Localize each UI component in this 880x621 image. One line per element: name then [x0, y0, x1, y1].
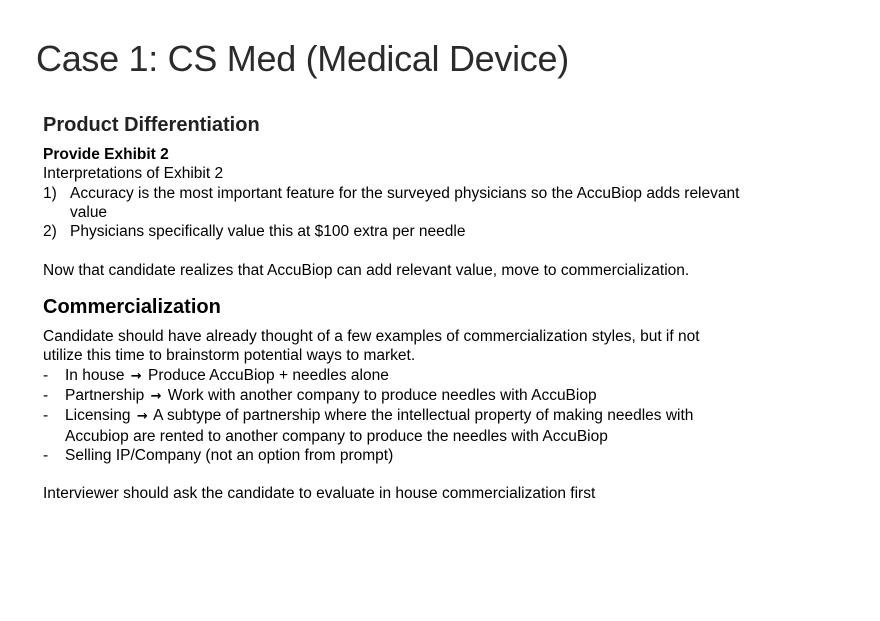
slide-title: Case 1: CS Med (Medical Device): [36, 38, 569, 79]
arrow-right-icon: →: [150, 388, 162, 404]
list-marker: -: [43, 446, 49, 464]
commercialization-item-in-house: [43, 366, 743, 386]
provide-exhibit-subheading: Provide Exhibit 2: [43, 146, 169, 163]
interpretations-intro: Interpretations of Exhibit 2: [43, 165, 224, 183]
spacer: [43, 465, 743, 484]
product-differentiation-heading: Product Differentiation: [43, 114, 260, 136]
item-description: Work with another company to produce needles with AccuBiop: [167, 386, 597, 404]
commercialization-item-licensing: [43, 406, 743, 446]
list-marker: 1): [43, 184, 57, 202]
list-item-text: Accuracy is the most important feature for the surveyed physicians so the AccuBiop adds relevant value: [70, 184, 740, 221]
list-marker: -: [43, 386, 49, 404]
item-description: Produce AccuBiop + needles alone: [148, 366, 389, 384]
arrow-right-icon: →: [136, 409, 148, 425]
item-description: A subtype of partnership where the intellectual property of making needles with Accubiop are rented to another company to produce the needles with AccuBiop: [65, 407, 694, 445]
item-label: In house: [65, 366, 125, 384]
list-item-text: Physicians specifically value this at $100 extra per needle: [70, 223, 466, 241]
item-description: Selling IP/Company (not an option from prompt): [65, 446, 394, 464]
closing-text: Interviewer should ask the candidate to evaluate in house commercialization first: [43, 485, 596, 503]
commercialization-item-partnership: [43, 386, 743, 406]
commercialization-heading: Commercialization: [43, 296, 221, 319]
spacer: [43, 241, 743, 260]
transition-text: Now that candidate realizes that AccuBiop can add relevant value, move to commercialization.: [43, 261, 690, 279]
interpretation-item-1: [43, 184, 743, 223]
list-marker: -: [43, 407, 49, 425]
commercialization-item-selling-ip: [43, 446, 743, 465]
list-marker: 2): [43, 223, 57, 241]
arrow-right-icon: →: [130, 368, 142, 384]
item-label: Licensing: [65, 407, 131, 425]
commercialization-intro: Candidate should have already thought of a few examples of commercialization styles, but if not utilize this time to brainstorm potential ways to market.: [43, 328, 700, 365]
interpretation-item-2: [43, 222, 743, 241]
item-label: Partnership: [65, 386, 145, 404]
slide-body: [43, 112, 743, 504]
list-marker: -: [43, 366, 49, 384]
